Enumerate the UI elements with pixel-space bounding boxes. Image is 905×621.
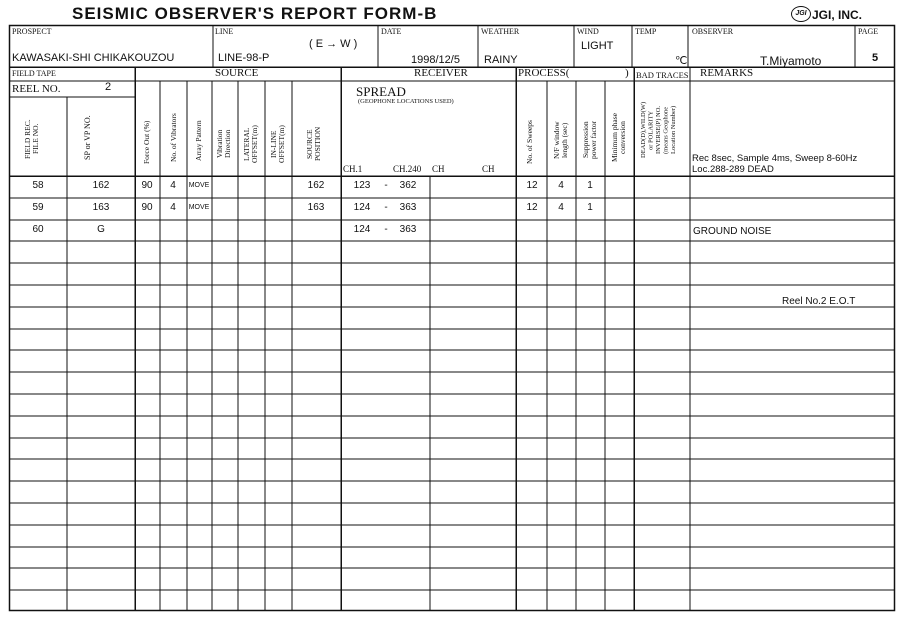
row-vibrators: 4 (170, 201, 176, 213)
row-force-out: 90 (141, 180, 153, 191)
form-title: SEISMIC OBSERVER'S REPORT FORM-B (72, 4, 438, 23)
col-force-out: Force Out (%) (142, 120, 151, 164)
spread-note: (GEOPHONE LOCATIONS USED) (358, 98, 454, 105)
col-array-pattern: Array Pattern (194, 120, 203, 162)
row-source-position: 162 (307, 180, 325, 191)
observer-value: T.Miyamoto (760, 54, 822, 68)
page-value: 5 (872, 52, 879, 64)
process-section-close: ) (625, 67, 629, 79)
ch240-label: CH.240 (393, 164, 422, 174)
row-ch1: 123 (353, 180, 371, 191)
process-section: PROCESS( (518, 67, 570, 79)
date-value: 1998/12/5 (411, 54, 460, 66)
weather-value: RAINY (484, 54, 518, 66)
company-logo-icon: JGI (791, 6, 811, 22)
row-sp-no: 162 (92, 180, 110, 191)
row-dash: - (384, 201, 388, 213)
row-file-no: 58 (32, 180, 44, 191)
row-sp-no: G (97, 223, 105, 235)
row-dash: - (384, 180, 388, 191)
col-nf-window: N/F window length (sec) (552, 121, 569, 159)
remarks-header-line-2: Loc.288-289 DEAD (692, 164, 774, 175)
reel-value: 2 (105, 81, 112, 93)
footer-note: Reel No.2 E.O.T (782, 296, 856, 307)
row-source-position: 163 (307, 201, 325, 213)
col-min-phase: Minimum phase conversion (610, 113, 627, 163)
remarks-header-line-1: Rec 8sec, Sample 4ms, Sweep 8-60Hz (692, 153, 858, 164)
row-nf-window: 4 (558, 180, 564, 191)
line-value: LINE-98-P (218, 52, 270, 64)
company-name: JGI, INC. (812, 8, 863, 22)
col-no-vibrators: No. of Vibrators (169, 113, 178, 163)
page-label: PAGE (858, 27, 879, 36)
spread-title: SPREAD (356, 84, 406, 99)
ch-label-b: CH (482, 164, 495, 174)
prospect-label: PROSPECT (12, 27, 52, 36)
col-no-sweeps: No. of Sweeps (525, 120, 534, 164)
line-label: LINE (215, 27, 234, 36)
temp-label: TEMP (635, 27, 657, 36)
row-ch1: 124 (353, 201, 371, 213)
source-section: SOURCE (215, 67, 259, 79)
row-file-no: 59 (32, 201, 44, 213)
row-remark: GROUND NOISE (693, 225, 772, 237)
col-bad-traces: DEAD(D),WILD(W) or POLARITY INVERSE(P) NO. (means Geophone Location Number) (640, 101, 677, 159)
row-array-pattern: MOVE (188, 182, 210, 189)
line-direction: ( E → W ) (309, 38, 358, 50)
col-suppression: Suppression power factor (581, 120, 598, 160)
date-label: DATE (381, 27, 402, 36)
row-suppression: 1 (587, 180, 593, 191)
wind-label: WIND (577, 27, 599, 36)
row-vibrators: 4 (170, 180, 176, 191)
col-vibration-direction: Vibration Direction (215, 129, 232, 159)
ch-label-a: CH (432, 164, 445, 174)
row-force-out: 90 (141, 201, 153, 213)
observer-label: OBSERVER (692, 27, 734, 36)
row-ch240: 362 (399, 180, 417, 191)
col-sp-vp: SP or VP NO. (83, 115, 92, 161)
row-ch240: 363 (399, 223, 417, 235)
row-ch240: 363 (399, 201, 417, 213)
col-source-position: SOURCE POSITION (305, 126, 322, 162)
weather-label: WEATHER (481, 27, 520, 36)
field-tape-label: FIELD TAPE (12, 69, 56, 78)
col-inline-offset: IN-LINE OFFSET(m) (269, 125, 286, 163)
prospect-value: KAWASAKI-SHI CHIKAKOUZOU (12, 52, 175, 64)
row-suppression: 1 (587, 201, 593, 213)
row-ch1: 124 (353, 223, 371, 235)
col-field-rec: FIELD REC. FILE NO. (23, 119, 40, 159)
ch1-label: CH.1 (343, 164, 363, 174)
receiver-section: RECEIVER (414, 67, 468, 79)
temp-unit: ℃ (675, 55, 688, 67)
bad-traces-section: BAD TRACES (636, 70, 689, 80)
reel-label: REEL NO. (12, 83, 61, 95)
wind-value: LIGHT (581, 40, 614, 52)
row-nf-window: 4 (558, 201, 564, 213)
row-dash: - (384, 223, 388, 235)
row-sweeps: 12 (526, 201, 538, 213)
remarks-section: REMARKS (700, 67, 754, 79)
col-lateral-offset: LATERAL OFFSET(m) (242, 125, 259, 163)
row-array-pattern: MOVE (188, 203, 210, 211)
row-sweeps: 12 (526, 180, 538, 191)
row-file-no: 60 (32, 223, 44, 235)
row-sp-no: 163 (92, 201, 110, 213)
